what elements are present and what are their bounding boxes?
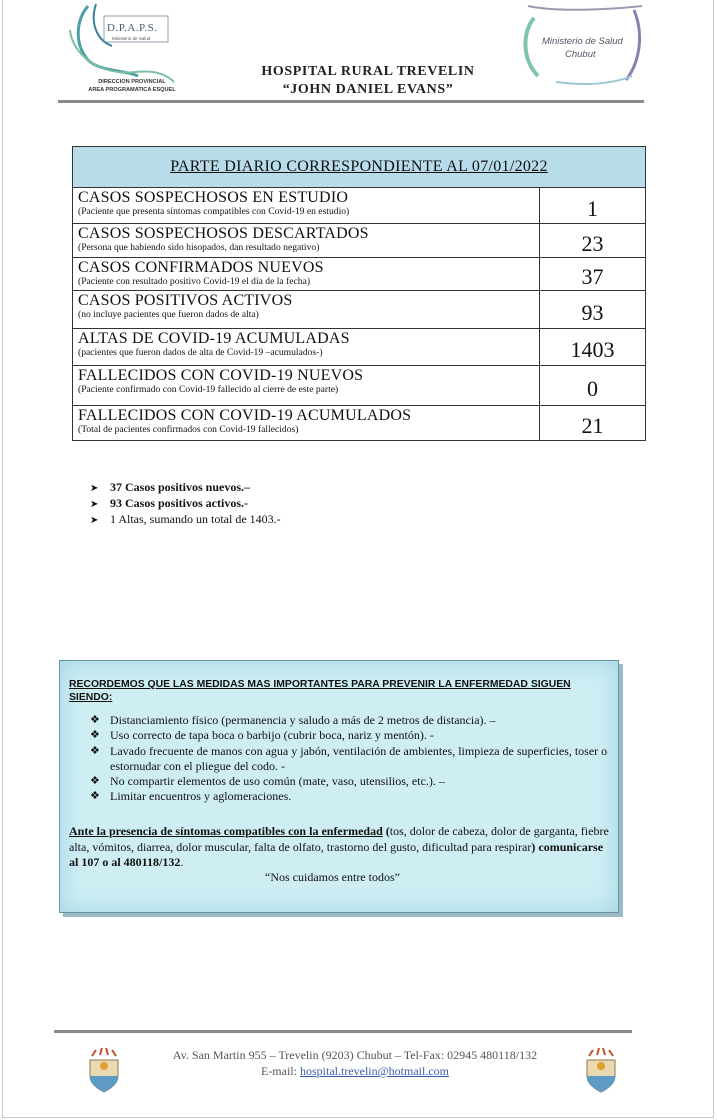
row-value: 1403 xyxy=(540,329,646,366)
row-value: 1 xyxy=(540,188,646,224)
list-item: ➤ 37 Casos positivos nuevos.– xyxy=(90,479,281,495)
header-divider xyxy=(58,100,644,103)
arrow-bullet-icon: ➤ xyxy=(90,483,99,494)
ministry-line1: Ministerio de Salud xyxy=(542,36,623,47)
recommendations-list xyxy=(90,713,616,805)
row-note: (Total de pacientes confirmados con Covid-19 fallecidos) xyxy=(78,424,299,435)
list-item: ❖ Uso correcto de tapa boca o barbijo (cubrir boca, nariz y mentón). - xyxy=(90,728,434,743)
list-item: ❖ Limitar encuentros y aglomeraciones. xyxy=(90,789,292,804)
row-label: CASOS CONFIRMADOS NUEVOS xyxy=(78,259,324,276)
warning-action: ) comunicarse al 107 o al 480118/132 xyxy=(69,839,604,869)
footer-email-line xyxy=(120,1064,590,1079)
ministry-line2: Chubut xyxy=(565,49,596,60)
list-item: ➤ 1 Altas, sumando un total de 1403.- xyxy=(90,511,281,527)
email-link[interactable]: hospital.trevelin@hotmail.com xyxy=(299,1064,450,1078)
diamond-star-icon: ❖ xyxy=(90,744,100,757)
table-row xyxy=(73,291,646,329)
footer-divider xyxy=(54,1030,632,1033)
footer-address: Av. San Martin 955 – Trevelin (9203) Chubut – Tel-Fax: 02945 480118/132 xyxy=(172,1048,538,1062)
row-value: 21 xyxy=(540,406,646,441)
arrow-bullet-icon: ➤ xyxy=(90,515,99,526)
dpaps-line2: AREA PROGRAMATICA ESQUEL xyxy=(88,87,176,93)
row-value: 93 xyxy=(540,291,646,329)
table-row xyxy=(73,366,646,406)
diamond-star-icon: ❖ xyxy=(90,729,100,742)
symptoms-warning xyxy=(69,824,615,871)
row-value: 37 xyxy=(540,258,646,291)
list-item: ❖ Distanciamiento físico (permanencia y saludo a más de 2 metros de distancia). – xyxy=(90,713,496,727)
row-note: (no incluye pacientes que fueron dados de alta) xyxy=(78,309,259,320)
list-item: ➤ 93 Casos positivos activos.- xyxy=(90,495,281,511)
hospital-name: HOSPITAL RURAL TREVELIN xyxy=(261,64,475,79)
email-label: E-mail: xyxy=(260,1064,300,1078)
table-row xyxy=(73,224,646,258)
dpaps-sub: Ministerio de Salud xyxy=(112,36,151,41)
diamond-star-icon: ❖ xyxy=(90,714,100,726)
table-row xyxy=(73,406,646,441)
warning-lead: Ante la presencia de síntomas compatibles con la enfermedad xyxy=(69,824,383,838)
row-label: FALLECIDOS CON COVID-19 ACUMULADOS xyxy=(78,407,412,424)
dpaps-line1: DIRECCION PROVINCIAL xyxy=(98,79,166,85)
summary-list xyxy=(90,479,281,527)
table-row xyxy=(73,258,646,291)
arrow-bullet-icon: ➤ xyxy=(90,499,99,510)
list-item: ❖ No compartir elementos de uso común (mate, vaso, utensilios, etc.). – xyxy=(90,774,445,789)
row-value: 23 xyxy=(540,224,646,258)
row-note: (Persona que habiendo sido hisopados, dan resultado negativo) xyxy=(78,242,320,253)
diamond-star-icon: ❖ xyxy=(90,775,100,788)
row-label: CASOS SOSPECHOSOS DESCARTADOS xyxy=(78,225,369,242)
dpaps-abbr: D.P.A.P.S. xyxy=(107,22,158,34)
row-value: 0 xyxy=(540,366,646,406)
warning-open: ( xyxy=(382,824,390,838)
daily-report-table xyxy=(72,146,646,441)
list-item: ❖ Lavado frecuente de manos con agua y jabón, ventilación de ambientes, limpieza de superficies, toser o estornudar con el pliegue del codo. - xyxy=(90,743,608,773)
diamond-star-icon: ❖ xyxy=(90,790,100,803)
row-label: CASOS SOSPECHOSOS EN ESTUDIO xyxy=(78,189,349,206)
row-note: (Paciente confirmado con Covid-19 fallecido al cierre de este parte) xyxy=(78,384,339,395)
report-title: PARTE DIARIO CORRESPONDIENTE AL 07/01/2022 xyxy=(73,147,646,188)
motto: “Nos cuidamos entre todos” xyxy=(265,870,400,884)
row-label: CASOS POSITIVOS ACTIVOS xyxy=(78,292,293,309)
warning-symptoms: tos, dolor de cabeza, dolor de garganta, fiebre alta, vómitos, diarrea, dolor muscular, falta de olfato, trastorno del gusto, dificultad para respirar xyxy=(69,824,609,854)
row-label: ALTAS DE COVID-19 ACUMULADAS xyxy=(78,330,350,347)
crest-icon xyxy=(583,1046,619,1094)
recommendations-heading: RECORDEMOS QUE LAS MEDIDAS MAS IMPORTANTES PARA PREVENIR LA ENFERMEDAD SIGUEN SIENDO: xyxy=(69,679,571,703)
hospital-subtitle: “JOHN DANIEL EVANS” xyxy=(282,82,454,97)
recommendations-box xyxy=(59,660,619,913)
table-row xyxy=(73,188,646,224)
row-note: (Paciente que presenta síntomas compatibles con Covid-19 en estudio) xyxy=(78,206,350,217)
row-label: FALLECIDOS CON COVID-19 NUEVOS xyxy=(78,367,364,384)
table-row xyxy=(73,329,646,366)
row-note: (pacientes que fueron dados de alta de Covid-19 –acumulados-) xyxy=(78,347,323,358)
warning-end: . xyxy=(180,855,184,869)
row-note: (Paciente con resultado positivo Covid-19 el día de la fecha) xyxy=(78,276,311,287)
crest-icon xyxy=(86,1046,122,1094)
